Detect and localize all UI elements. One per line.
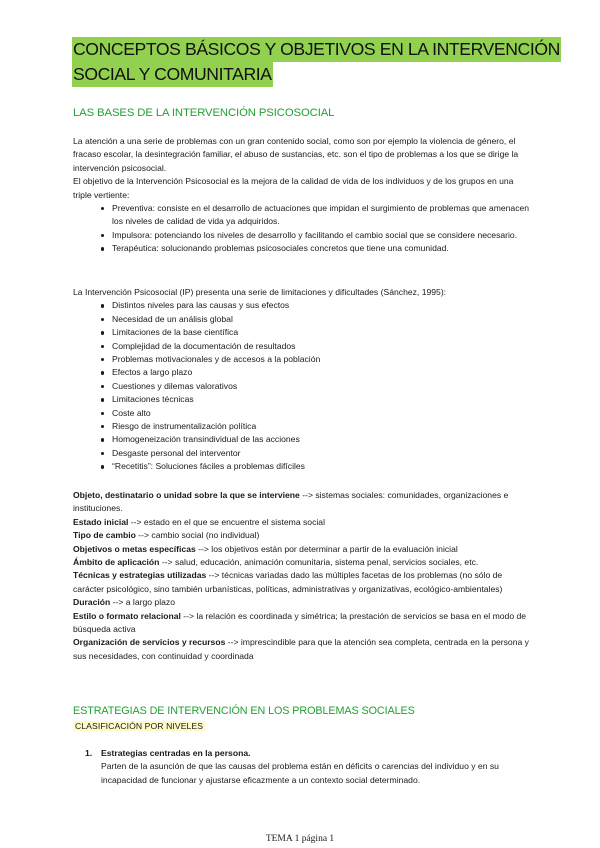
list-item: Limitaciones técnicas (101, 393, 533, 406)
title-line-2: SOCIAL Y COMUNITARIA (72, 62, 273, 87)
section-heading-bases: LAS BASES DE LA INTERVENCIÓN PSICOSOCIAL (73, 107, 335, 119)
definition-text: --> cambio social (no individual) (135, 530, 260, 541)
list-item: Efectos a largo plazo (101, 366, 533, 379)
definition-item (73, 596, 533, 609)
list-item: Desgaste personal del interventor (101, 447, 533, 460)
definitions-block (73, 489, 533, 663)
list-item: Homogeneización transindividual de las acciones (101, 433, 533, 446)
list-item: Necesidad de un análisis global (101, 313, 533, 326)
subheading-classification: CLASIFICACIÓN POR NIVELES (75, 721, 204, 731)
definition-text: --> a largo plazo (110, 597, 175, 608)
definition-term: Tipo de cambio (73, 530, 136, 541)
definition-term: Organización de servicios y recursos (73, 637, 226, 648)
definition-item (73, 529, 533, 542)
document-title (72, 37, 561, 87)
intro-paragraph: La atención a una serie de problemas con un gran contenido social, como son por ejemplo la violencia de género, el fracaso escolar, la desintegración familiar, el abuso de sustancias, etc. son el tipo de problemas a los que se dirige la intervención psicosocial. (73, 136, 519, 173)
item-number: 1. (85, 748, 93, 758)
list-item: Complejidad de la documentación de resultados (101, 340, 533, 353)
list-item: Limitaciones de la base científica (101, 326, 533, 339)
definition-item (73, 516, 533, 529)
limitations-intro: La Intervención Psicosocial (IP) presenta una serie de limitaciones y dificultades (Sánchez, 1995): (73, 287, 447, 297)
page-footer: TEMA 1 página 1 (265, 834, 335, 844)
limitations-block (73, 286, 533, 474)
item-title: Estrategias centradas en la persona. (101, 748, 251, 758)
definition-item (73, 636, 533, 663)
section-bases-body (73, 135, 533, 256)
list-item: Distintos niveles para las causas y sus efectos (101, 299, 533, 312)
definition-text: --> técnicas variadas dado las múltiples facetas de los problemas (no sólo de carácter psicológico, sino también urbanísticas, políticas, administrativas y organizativas, ecológico-ambientales) (73, 570, 503, 594)
definition-item (73, 489, 533, 516)
definition-text: --> imprescindible para que la atención sea completa, centrada en la persona y sus necesidades, con continuidad y coordinada (73, 637, 529, 661)
list-item: Preventiva: consiste en el desarrollo de actuaciones que impidan el surgimiento de problemas que amenacen los niveles de calidad de vida ya adquiridos. (101, 202, 533, 229)
definition-item (73, 556, 533, 569)
list-item: Impulsora: potenciando los niveles de desarrollo y facilitando el cambio social que se considere necesario. (101, 229, 533, 242)
list-item: Cuestiones y dilemas valorativos (101, 380, 533, 393)
definition-term: Objeto, destinatario o unidad sobre la que se interviene (73, 490, 300, 500)
definition-item (73, 543, 533, 556)
definition-item (73, 610, 533, 637)
definition-term: Estado inicial (73, 516, 129, 527)
list-item: Coste alto (101, 407, 533, 420)
item-text: Parten de la asunción de que las causas del problema están en déficits o carencias del individuo y en su incapacidad de funcionar y ajustarse eficazmente a un contexto social determinado. (101, 761, 499, 785)
definition-term: Objetivos o metas específicas (73, 543, 196, 554)
list-item: Terapéutica: solucionando problemas psicosociales concretos que tiene una comunidad. (101, 242, 533, 255)
numbered-item-1 (85, 747, 533, 787)
objective-paragraph: El objetivo de la Intervención Psicosocial es la mejora de la calidad de vida de los individuos y de los grupos en una triple vertiente: (73, 176, 514, 200)
definition-text: --> sistemas sociales: comunidades, organizaciones e instituciones. (73, 490, 509, 514)
definition-text: --> salud, educación, animación comunitaria, sistema penal, servicios sociales, etc. (159, 557, 479, 568)
list-item: “Recetitis”: Soluciones fáciles a problemas difíciles (101, 460, 533, 473)
definition-item (73, 569, 533, 596)
definition-text: --> los objetivos están por determinar a partir de la evaluación inicial (195, 543, 458, 554)
vertientes-list (73, 202, 533, 256)
list-item: Problemas motivacionales y de accesos a la población (101, 353, 533, 366)
definition-text: --> la relación es coordinada y simétrica; la prestación de servicios se basa en el modo de búsqueda activa (73, 610, 527, 635)
definition-term: Técnicas y estrategias utilizadas (73, 570, 207, 581)
definition-term: Duración (73, 597, 111, 608)
definition-term: Estilo o formato relacional (73, 610, 181, 621)
limitations-list (73, 299, 533, 473)
list-item: Riesgo de instrumentalización política (101, 420, 533, 433)
section-heading-strategies: ESTRATEGIAS DE INTERVENCIÓN EN LOS PROBLEMAS SOCIALES (73, 705, 415, 717)
definition-term: Ámbito de aplicación (73, 557, 160, 568)
definition-text: --> estado en el que se encuentre el sistema social (128, 516, 325, 527)
title-line-1: CONCEPTOS BÁSICOS Y OBJETIVOS EN LA INTERVENCIÓN (72, 37, 561, 62)
